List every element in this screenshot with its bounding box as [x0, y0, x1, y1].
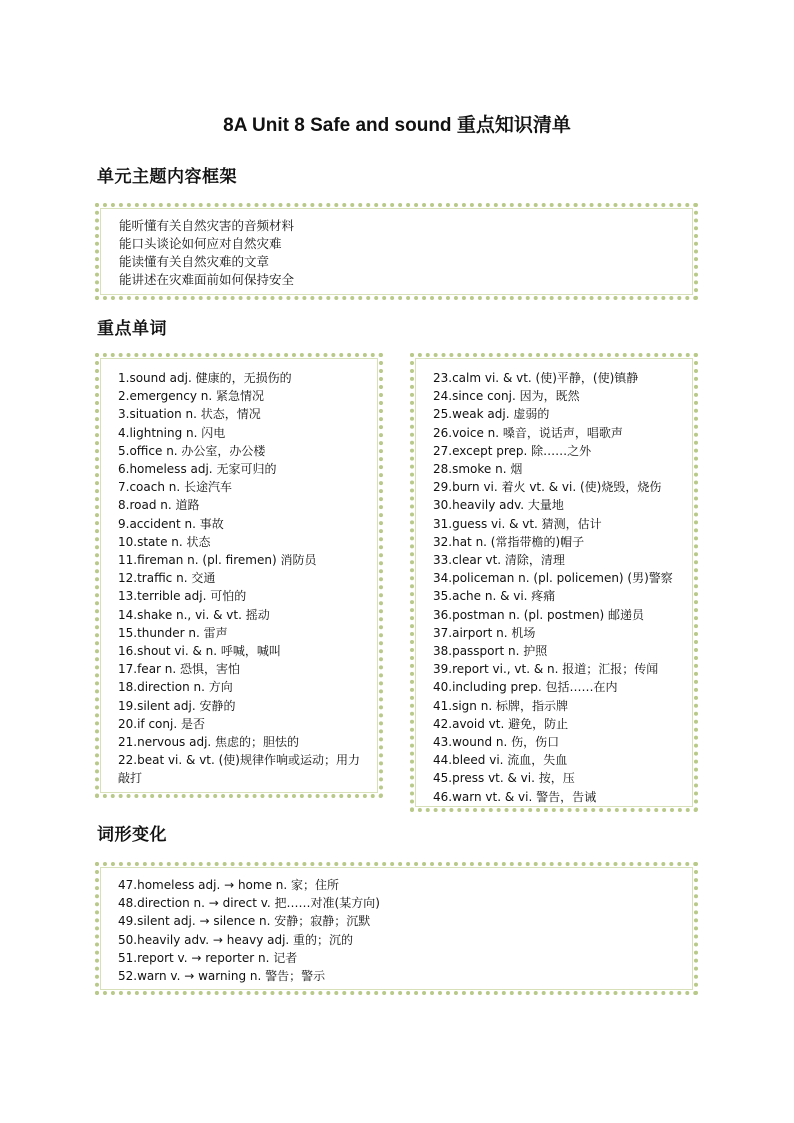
vocab-item: 38.passport n. 护照 [433, 644, 548, 659]
vocab-item: 30.heavily adv. 大量地 [433, 498, 564, 513]
vocab-item: 32.hat n. (常指带檐的)帽子 [433, 534, 585, 549]
framework-item: 能听懂有关自然灾害的音频材料 [119, 218, 295, 233]
wordform-item: 48.direction n. → direct v. 把……对准(某方向) [118, 896, 380, 911]
vocab-item: 5.office n. 办公室，办公楼 [118, 443, 266, 458]
vocab-item: 2.emergency n. 紧急情况 [118, 389, 264, 404]
vocab-item: 9.accident n. 事故 [118, 516, 224, 531]
vocab-item: 13.terrible adj. 可怕的 [118, 589, 247, 604]
wordform-item: 52.warn v. → warning n. 警告；警示 [118, 969, 326, 984]
vocab-item: 39.report vi., vt. & n. 报道；汇报；传闻 [433, 662, 659, 677]
wordforms-box [95, 862, 698, 995]
vocab-item: 22.beat vi. & vt. (使)规律作响或运动；用力敲打 [118, 753, 360, 786]
vocab-item: 37.airport n. 机场 [433, 625, 536, 640]
section-heading-vocab: 重点单词 [97, 319, 167, 339]
vocab-item: 31.guess vi. & vt. 猜测，估计 [433, 516, 602, 531]
vocab-item: 3.situation n. 状态，情况 [118, 407, 261, 422]
vocab-item: 12.traffic n. 交通 [118, 571, 216, 586]
vocab-list-left [118, 369, 371, 788]
vocab-item: 23.calm vi. & vt. (使)平静，(使)镇静 [433, 371, 639, 385]
vocab-item: 24.since conj. 因为，既然 [433, 389, 580, 404]
vocab-item: 34.policeman n. (pl. policemen) (男)警察 [433, 571, 673, 586]
vocab-item: 41.sign n. 标牌，指示牌 [433, 698, 568, 713]
vocab-box-right [410, 353, 698, 812]
vocab-item: 6.homeless adj. 无家可归的 [118, 462, 277, 477]
vocab-item: 46.warn vt. & vi. 警告，告诫 [433, 789, 597, 804]
wordform-item: 50.heavily adv. → heavy adj. 重的；沉的 [118, 932, 354, 947]
vocab-item: 26.voice n. 嗓音，说话声，唱歌声 [433, 425, 623, 440]
vocab-item: 1.sound adj. 健康的，无损伤的 [118, 371, 292, 385]
vocab-item: 19.silent adj. 安静的 [118, 698, 236, 713]
vocab-item: 40.including prep. 包括……在内 [433, 680, 618, 695]
vocab-item: 15.thunder n. 雷声 [118, 625, 228, 640]
vocab-item: 44.bleed vi. 流血，失血 [433, 753, 568, 768]
framework-item: 能讲述在灾难面前如何保持安全 [119, 272, 295, 287]
wordform-item: 49.silent adj. → silence n. 安静；寂静；沉默 [118, 914, 371, 929]
vocab-list-right [433, 369, 686, 806]
vocab-box-left [95, 353, 383, 798]
vocab-item: 16.shout vi. & n. 呼喊，喊叫 [118, 644, 281, 659]
vocab-item: 10.state n. 状态 [118, 534, 211, 549]
section-heading-wordforms: 词形变化 [97, 825, 167, 845]
framework-item: 能口头谈论如何应对自然灾难 [119, 236, 282, 251]
vocab-item: 45.press vt. & vi. 按，压 [433, 771, 575, 786]
vocab-item: 8.road n. 道路 [118, 498, 200, 513]
vocab-item: 35.ache n. & vi. 疼痛 [433, 589, 556, 604]
framework-list [119, 217, 684, 289]
vocab-item: 21.nervous adj. 焦虑的；胆怯的 [118, 735, 300, 750]
vocab-item: 33.clear vt. 清除，清理 [433, 553, 565, 568]
vocab-item: 20.if conj. 是否 [118, 716, 205, 731]
framework-box [95, 203, 698, 300]
vocab-item: 11.fireman n. (pl. firemen) 消防员 [118, 553, 317, 568]
vocab-item: 43.wound n. 伤，伤口 [433, 735, 560, 750]
vocab-item: 28.smoke n. 烟 [433, 462, 523, 477]
vocab-item: 17.fear n. 恐惧，害怕 [118, 662, 241, 677]
vocab-item: 42.avoid vt. 避免，防止 [433, 716, 569, 731]
vocab-item: 36.postman n. (pl. postmen) 邮递员 [433, 607, 645, 622]
vocab-item: 25.weak adj. 虚弱的 [433, 407, 550, 422]
vocab-item: 7.coach n. 长途汽车 [118, 480, 232, 495]
vocab-item: 4.lightning n. 闪电 [118, 425, 226, 440]
page-title: 8A Unit 8 Safe and sound 重点知识清单 [223, 115, 571, 136]
wordforms-list [118, 876, 684, 985]
vocab-item: 18.direction n. 方向 [118, 680, 233, 695]
wordform-item: 51.report v. → reporter n. 记者 [118, 950, 298, 965]
framework-item: 能读懂有关自然灾难的文章 [119, 254, 270, 269]
wordform-item: 47.homeless adj. → home n. 家；住所 [118, 878, 340, 892]
vocab-item: 29.burn vi. 着火 vt. & vi. (使)烧毁，烧伤 [433, 480, 662, 495]
vocab-item: 14.shake n., vi. & vt. 摇动 [118, 607, 270, 622]
vocab-item: 27.except prep. 除……之外 [433, 443, 592, 458]
section-heading-framework: 单元主题内容框架 [97, 167, 237, 187]
